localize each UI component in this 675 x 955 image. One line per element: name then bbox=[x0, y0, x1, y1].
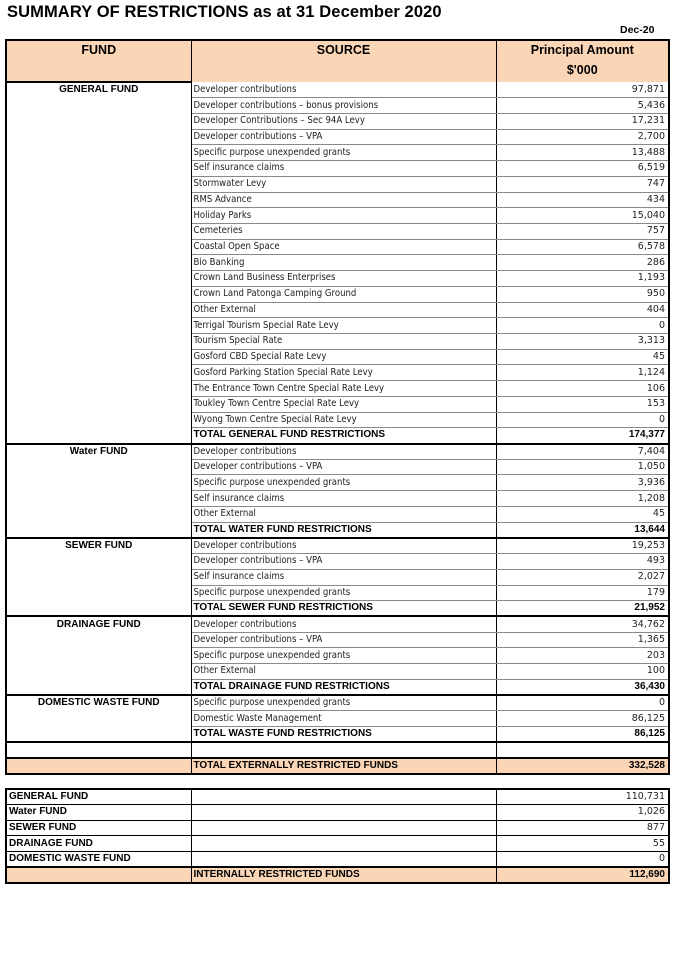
amount-cell: 747 bbox=[496, 176, 669, 192]
fund-name: GENERAL FUND bbox=[6, 82, 191, 98]
fund-total-row bbox=[6, 522, 669, 538]
amount-cell: 153 bbox=[496, 396, 669, 412]
fund-total-value: 86,125 bbox=[496, 726, 669, 742]
fund-name: DRAINAGE FUND bbox=[6, 616, 191, 632]
internal-total-value: 112,690 bbox=[496, 867, 669, 883]
internal-fund-name: GENERAL FUND bbox=[6, 789, 191, 805]
period-label: Dec-20 bbox=[620, 24, 655, 36]
amount-cell: 0 bbox=[496, 695, 669, 711]
table-row bbox=[6, 334, 669, 350]
fund-cell bbox=[6, 428, 191, 444]
table-row bbox=[6, 648, 669, 664]
table-row bbox=[6, 695, 669, 711]
fund-cell bbox=[6, 491, 191, 507]
table-row bbox=[6, 506, 669, 522]
table-row bbox=[6, 711, 669, 727]
fund-cell bbox=[6, 475, 191, 491]
amount-cell: 0 bbox=[496, 412, 669, 428]
amount-cell: 6,578 bbox=[496, 239, 669, 255]
source-cell: Specific purpose unexpended grants bbox=[191, 145, 496, 161]
source-cell: Bio Banking bbox=[191, 255, 496, 271]
fund-cell bbox=[6, 601, 191, 617]
amount-cell: 13,488 bbox=[496, 145, 669, 161]
table-row bbox=[6, 82, 669, 98]
table-row bbox=[6, 459, 669, 475]
fund-total-row bbox=[6, 428, 669, 444]
fund-total-value: 36,430 bbox=[496, 679, 669, 695]
amount-column-header: Principal Amount bbox=[496, 40, 669, 63]
table-row bbox=[6, 161, 669, 177]
source-cell: Self insurance claims bbox=[191, 161, 496, 177]
fund-cell bbox=[6, 664, 191, 680]
fund-cell bbox=[6, 223, 191, 239]
amount-cell: 3,936 bbox=[496, 475, 669, 491]
amount-cell: 45 bbox=[496, 506, 669, 522]
source-cell: Toukley Town Centre Special Rate Levy bbox=[191, 396, 496, 412]
internal-row bbox=[6, 851, 669, 867]
source-cell: Developer contributions – VPA bbox=[191, 129, 496, 145]
table-row bbox=[6, 145, 669, 161]
amount-cell: 0 bbox=[496, 318, 669, 334]
external-restrictions-body bbox=[6, 82, 669, 774]
amount-cell: 1,365 bbox=[496, 632, 669, 648]
fund-cell bbox=[6, 506, 191, 522]
internal-row bbox=[6, 836, 669, 852]
amount-cell: 404 bbox=[496, 302, 669, 318]
amount-cell: 45 bbox=[496, 349, 669, 365]
amount-cell: 86,125 bbox=[496, 711, 669, 727]
amount-cell: 3,313 bbox=[496, 334, 669, 350]
source-cell: Terrigal Tourism Special Rate Levy bbox=[191, 318, 496, 334]
source-cell: Domestic Waste Management bbox=[191, 711, 496, 727]
internal-fund-name: DRAINAGE FUND bbox=[6, 836, 191, 852]
source-cell: Developer contributions bbox=[191, 616, 496, 632]
internal-row bbox=[6, 820, 669, 836]
table-row bbox=[6, 208, 669, 224]
amount-cell: 17,231 bbox=[496, 113, 669, 129]
source-cell: Self insurance claims bbox=[191, 491, 496, 507]
table-row bbox=[6, 286, 669, 302]
amount-cell: 15,040 bbox=[496, 208, 669, 224]
amount-cell: 6,519 bbox=[496, 161, 669, 177]
source-cell: Stormwater Levy bbox=[191, 176, 496, 192]
fund-cell bbox=[6, 365, 191, 381]
table-row bbox=[6, 349, 669, 365]
fund-name: Water FUND bbox=[6, 444, 191, 460]
amount-cell: 203 bbox=[496, 648, 669, 664]
fund-total-label: TOTAL GENERAL FUND RESTRICTIONS bbox=[191, 428, 496, 444]
fund-total-label: TOTAL WASTE FUND RESTRICTIONS bbox=[191, 726, 496, 742]
fund-total-label: TOTAL DRAINAGE FUND RESTRICTIONS bbox=[191, 679, 496, 695]
internal-restrictions-body bbox=[6, 789, 669, 883]
fund-cell bbox=[6, 554, 191, 570]
table-row bbox=[6, 491, 669, 507]
table-row bbox=[6, 223, 669, 239]
amount-cell: 493 bbox=[496, 554, 669, 570]
amount-cell: 34,762 bbox=[496, 616, 669, 632]
table-row bbox=[6, 318, 669, 334]
source-cell: Specific purpose unexpended grants bbox=[191, 695, 496, 711]
table-row bbox=[6, 444, 669, 460]
source-cell: Other External bbox=[191, 664, 496, 680]
fund-cell bbox=[6, 176, 191, 192]
table-row bbox=[6, 98, 669, 114]
fund-cell bbox=[6, 161, 191, 177]
source-cell: Gosford Parking Station Special Rate Levy bbox=[191, 365, 496, 381]
internal-source-cell bbox=[191, 820, 496, 836]
table-row bbox=[6, 396, 669, 412]
amount-cell: 1,124 bbox=[496, 365, 669, 381]
table-row bbox=[6, 113, 669, 129]
amount-cell: 757 bbox=[496, 223, 669, 239]
grand-total-row bbox=[6, 758, 669, 774]
amount-cell: 106 bbox=[496, 381, 669, 397]
spacer-cell bbox=[191, 742, 496, 758]
fund-cell bbox=[6, 286, 191, 302]
table-row bbox=[6, 554, 669, 570]
fund-cell bbox=[6, 758, 191, 774]
fund-total-value: 21,952 bbox=[496, 601, 669, 617]
table-row bbox=[6, 271, 669, 287]
page-title: SUMMARY OF RESTRICTIONS as at 31 December 2020 bbox=[7, 3, 442, 21]
fund-cell bbox=[6, 711, 191, 727]
fund-cell bbox=[6, 239, 191, 255]
amount-cell: 2,027 bbox=[496, 569, 669, 585]
grand-total-label: TOTAL EXTERNALLY RESTRICTED FUNDS bbox=[191, 758, 496, 774]
table-row bbox=[6, 176, 669, 192]
fund-cell bbox=[6, 334, 191, 350]
internal-total-row bbox=[6, 867, 669, 883]
table-row bbox=[6, 365, 669, 381]
fund-cell bbox=[6, 396, 191, 412]
fund-column-header: FUND bbox=[6, 40, 191, 82]
source-cell: Developer contributions – bonus provisions bbox=[191, 98, 496, 114]
source-cell: Wyong Town Centre Special Rate Levy bbox=[191, 412, 496, 428]
fund-total-row bbox=[6, 679, 669, 695]
fund-cell bbox=[6, 318, 191, 334]
source-cell: Developer contributions – VPA bbox=[191, 459, 496, 475]
table-row bbox=[6, 632, 669, 648]
spacer-row bbox=[6, 742, 669, 758]
amount-cell: 19,253 bbox=[496, 538, 669, 554]
fund-total-label: TOTAL SEWER FUND RESTRICTIONS bbox=[191, 601, 496, 617]
internal-restrictions-table bbox=[5, 788, 670, 884]
source-cell: Crown Land Business Enterprises bbox=[191, 271, 496, 287]
fund-name: DOMESTIC WASTE FUND bbox=[6, 695, 191, 711]
fund-cell bbox=[6, 381, 191, 397]
fund-cell bbox=[6, 302, 191, 318]
fund-cell bbox=[6, 679, 191, 695]
internal-amount-cell: 110,731 bbox=[496, 789, 669, 805]
spacer-cell bbox=[496, 742, 669, 758]
fund-cell bbox=[6, 192, 191, 208]
external-restrictions-table bbox=[5, 39, 670, 775]
fund-total-value: 174,377 bbox=[496, 428, 669, 444]
fund-cell bbox=[6, 255, 191, 271]
source-cell: Self insurance claims bbox=[191, 569, 496, 585]
amount-cell: 1,050 bbox=[496, 459, 669, 475]
internal-row bbox=[6, 789, 669, 805]
fund-cell bbox=[6, 129, 191, 145]
table-row bbox=[6, 569, 669, 585]
fund-cell bbox=[6, 648, 191, 664]
amount-cell: 97,871 bbox=[496, 82, 669, 98]
table-row bbox=[6, 302, 669, 318]
internal-row bbox=[6, 805, 669, 821]
source-cell: Developer contributions bbox=[191, 444, 496, 460]
fund-cell bbox=[6, 145, 191, 161]
fund-cell bbox=[6, 349, 191, 365]
source-cell: Developer Contributions – Sec 94A Levy bbox=[191, 113, 496, 129]
internal-source-cell bbox=[191, 805, 496, 821]
internal-source-cell bbox=[191, 789, 496, 805]
fund-total-row bbox=[6, 726, 669, 742]
amount-cell: 434 bbox=[496, 192, 669, 208]
fund-cell bbox=[6, 98, 191, 114]
fund-cell bbox=[6, 522, 191, 538]
amount-cell: 1,208 bbox=[496, 491, 669, 507]
table-row bbox=[6, 129, 669, 145]
fund-total-value: 13,644 bbox=[496, 522, 669, 538]
amount-cell: 1,193 bbox=[496, 271, 669, 287]
internal-amount-cell: 0 bbox=[496, 851, 669, 867]
grand-total-value: 332,528 bbox=[496, 758, 669, 774]
internal-amount-cell: 1,026 bbox=[496, 805, 669, 821]
fund-total-label: TOTAL WATER FUND RESTRICTIONS bbox=[191, 522, 496, 538]
fund-cell bbox=[6, 726, 191, 742]
fund-cell bbox=[6, 585, 191, 601]
internal-fund-name: SEWER FUND bbox=[6, 820, 191, 836]
source-cell: Tourism Special Rate bbox=[191, 334, 496, 350]
table-row bbox=[6, 412, 669, 428]
table-row bbox=[6, 538, 669, 554]
internal-fund-name: DOMESTIC WASTE FUND bbox=[6, 851, 191, 867]
fund-cell bbox=[6, 271, 191, 287]
source-cell: RMS Advance bbox=[191, 192, 496, 208]
internal-source-cell bbox=[191, 851, 496, 867]
internal-source-cell bbox=[191, 836, 496, 852]
amount-cell: 950 bbox=[496, 286, 669, 302]
fund-cell bbox=[6, 459, 191, 475]
source-cell: The Entrance Town Centre Special Rate Levy bbox=[191, 381, 496, 397]
internal-amount-cell: 877 bbox=[496, 820, 669, 836]
source-cell: Other External bbox=[191, 506, 496, 522]
fund-cell bbox=[6, 569, 191, 585]
amount-unit-header: $'000 bbox=[496, 63, 669, 82]
table-row bbox=[6, 381, 669, 397]
internal-total-fund-cell bbox=[6, 867, 191, 883]
table-row bbox=[6, 239, 669, 255]
source-cell: Specific purpose unexpended grants bbox=[191, 475, 496, 491]
amount-cell: 286 bbox=[496, 255, 669, 271]
fund-cell bbox=[6, 208, 191, 224]
amount-cell: 179 bbox=[496, 585, 669, 601]
fund-cell bbox=[6, 412, 191, 428]
table-row bbox=[6, 192, 669, 208]
amount-cell: 100 bbox=[496, 664, 669, 680]
source-cell: Cemeteries bbox=[191, 223, 496, 239]
table-row bbox=[6, 475, 669, 491]
source-column-header: SOURCE bbox=[191, 40, 496, 82]
source-cell: Crown Land Patonga Camping Ground bbox=[191, 286, 496, 302]
amount-cell: 2,700 bbox=[496, 129, 669, 145]
table-row bbox=[6, 616, 669, 632]
source-cell: Gosford CBD Special Rate Levy bbox=[191, 349, 496, 365]
internal-total-label: INTERNALLY RESTRICTED FUNDS bbox=[191, 867, 496, 883]
source-cell: Specific purpose unexpended grants bbox=[191, 585, 496, 601]
table-row bbox=[6, 255, 669, 271]
fund-cell bbox=[6, 632, 191, 648]
source-cell: Specific purpose unexpended grants bbox=[191, 648, 496, 664]
source-cell: Other External bbox=[191, 302, 496, 318]
amount-cell: 5,436 bbox=[496, 98, 669, 114]
internal-fund-name: Water FUND bbox=[6, 805, 191, 821]
source-cell: Developer contributions bbox=[191, 538, 496, 554]
fund-cell bbox=[6, 113, 191, 129]
internal-amount-cell: 55 bbox=[496, 836, 669, 852]
source-cell: Developer contributions – VPA bbox=[191, 554, 496, 570]
source-cell: Developer contributions bbox=[191, 82, 496, 98]
source-cell: Holiday Parks bbox=[191, 208, 496, 224]
source-cell: Coastal Open Space bbox=[191, 239, 496, 255]
table-row bbox=[6, 585, 669, 601]
table-row bbox=[6, 664, 669, 680]
fund-name: SEWER FUND bbox=[6, 538, 191, 554]
spacer-cell bbox=[6, 742, 191, 758]
amount-cell: 7,404 bbox=[496, 444, 669, 460]
source-cell: Developer contributions – VPA bbox=[191, 632, 496, 648]
fund-total-row bbox=[6, 601, 669, 617]
